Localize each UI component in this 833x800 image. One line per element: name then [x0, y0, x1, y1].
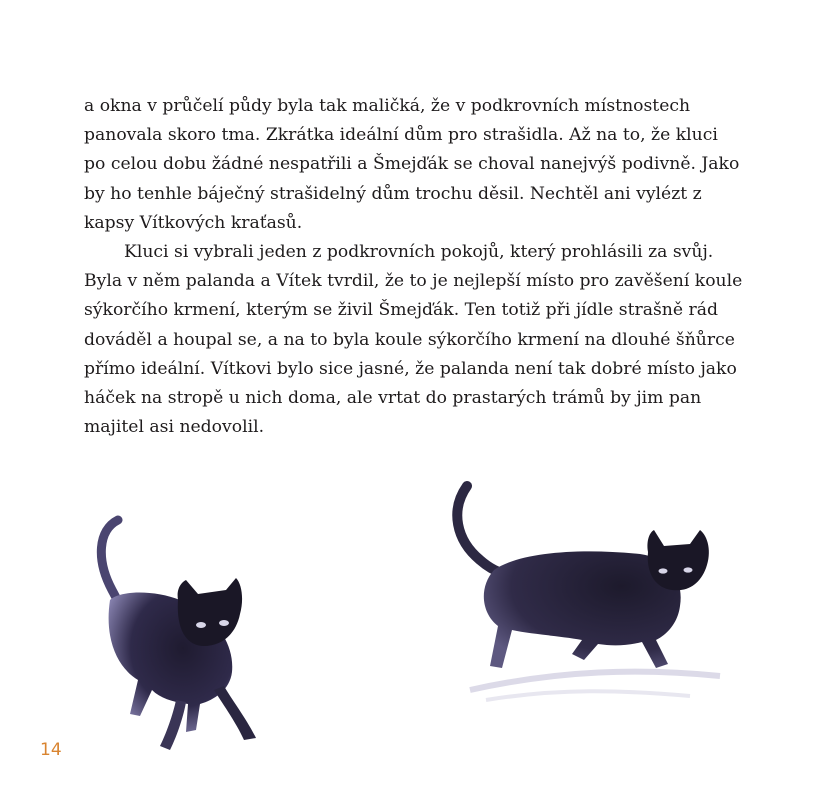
paragraph-1: a okna v průčelí půdy byla tak maličká, že v podkrovních místnostech panovala skoro tma. Zkrátka ideální dům pro strašidla. Až na to, že kluci po celou dobu žádné nespatřili a Šmejďák se choval nanejvýš podivně. Jako by ho tenhle báječný strašidelný dům trochu děsil. Nechtěl ani vylézt z kapsy Vítkových kraťasů.: [84, 96, 740, 233]
body-text: [84, 92, 744, 442]
paragraph-2: Kluci si vybrali jeden z podkrovních pokojů, který prohlásili za svůj. Byla v něm palanda a Vítek tvrdil, že to je nejlepší místo pro zavěšení koule sýkorčího krmení, kterým se živil Šmejďák. Ten totiž při jídle strašně rád dováděl a houpal se, a na to byla koule sýkorčího krmení na dlouhé šňůrce přímo ideální. Vítkovi bylo sice jasné, že palanda není tak dobré místo jako háček na stropě u nich doma, ale vrtat do prastarých trámů by jim pan majitel asi nedovolil.: [84, 242, 743, 438]
left-cat: [101, 520, 256, 750]
page-number: 14: [40, 740, 62, 760]
right-cat: [457, 486, 720, 700]
black-cats-illustration: [0, 470, 833, 800]
